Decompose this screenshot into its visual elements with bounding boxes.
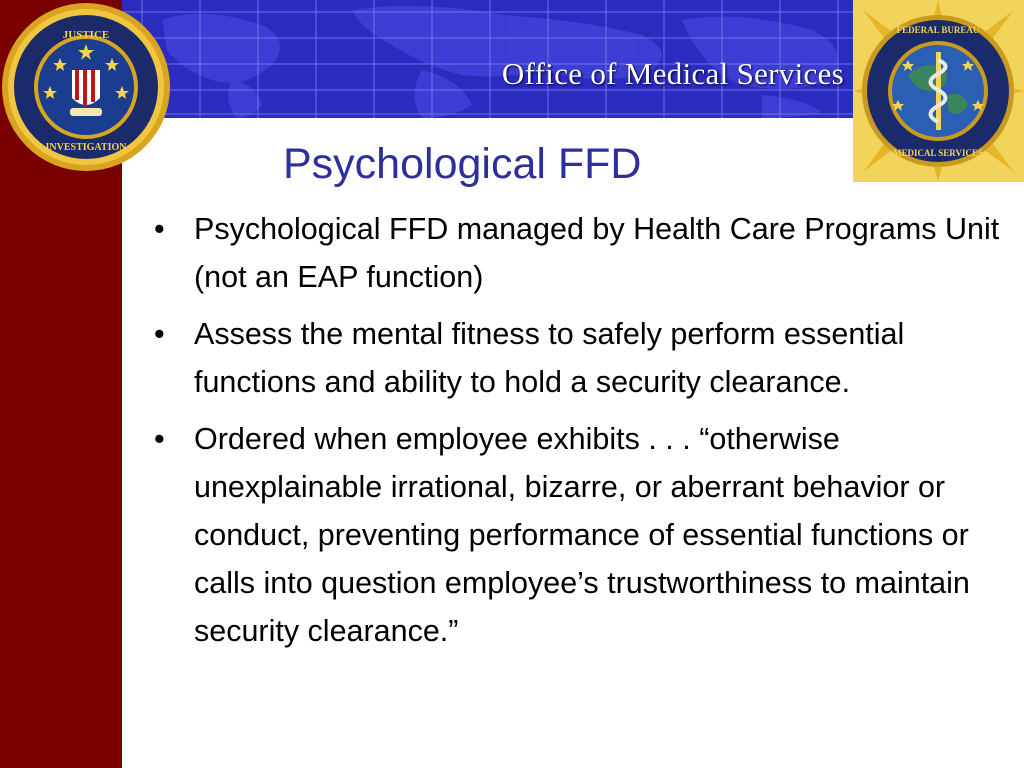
bullet-text: Psychological FFD managed by Health Care Programs Unit (not an EAP function) <box>194 212 1000 294</box>
header-banner <box>122 0 862 118</box>
bullet-list <box>150 205 1000 664</box>
office-of-medical-services-seal-icon <box>853 0 1024 182</box>
bullet-text: Assess the mental fitness to safely perform essential functions and ability to hold a security clearance. <box>194 317 905 399</box>
bullet-marker: • <box>154 317 165 351</box>
bullet-marker: • <box>154 212 165 246</box>
bullet-item <box>150 310 1000 406</box>
svg-text:MEDICAL SERVICES: MEDICAL SERVICES <box>893 148 983 158</box>
slide-title: Psychological FFD <box>283 140 642 188</box>
bullet-item <box>150 415 1000 655</box>
bullet-item <box>150 205 1000 301</box>
svg-text:JUSTICE: JUSTICE <box>62 29 110 41</box>
banner-title: Office of Medical Services <box>501 56 844 91</box>
bullet-text: Ordered when employee exhibits . . . “otherwise unexplainable irrational, bizarre, or aberrant behavior or conduct, preventing performance of essential functions or calls into question employee’s trustworthiness to maintain security clearance.” <box>194 422 970 648</box>
fbi-doj-seal-icon <box>2 0 170 174</box>
bullet-marker: • <box>154 422 165 456</box>
svg-text:FEDERAL BUREAU: FEDERAL BUREAU <box>896 25 980 35</box>
svg-text:INVESTIGATION: INVESTIGATION <box>45 142 127 153</box>
